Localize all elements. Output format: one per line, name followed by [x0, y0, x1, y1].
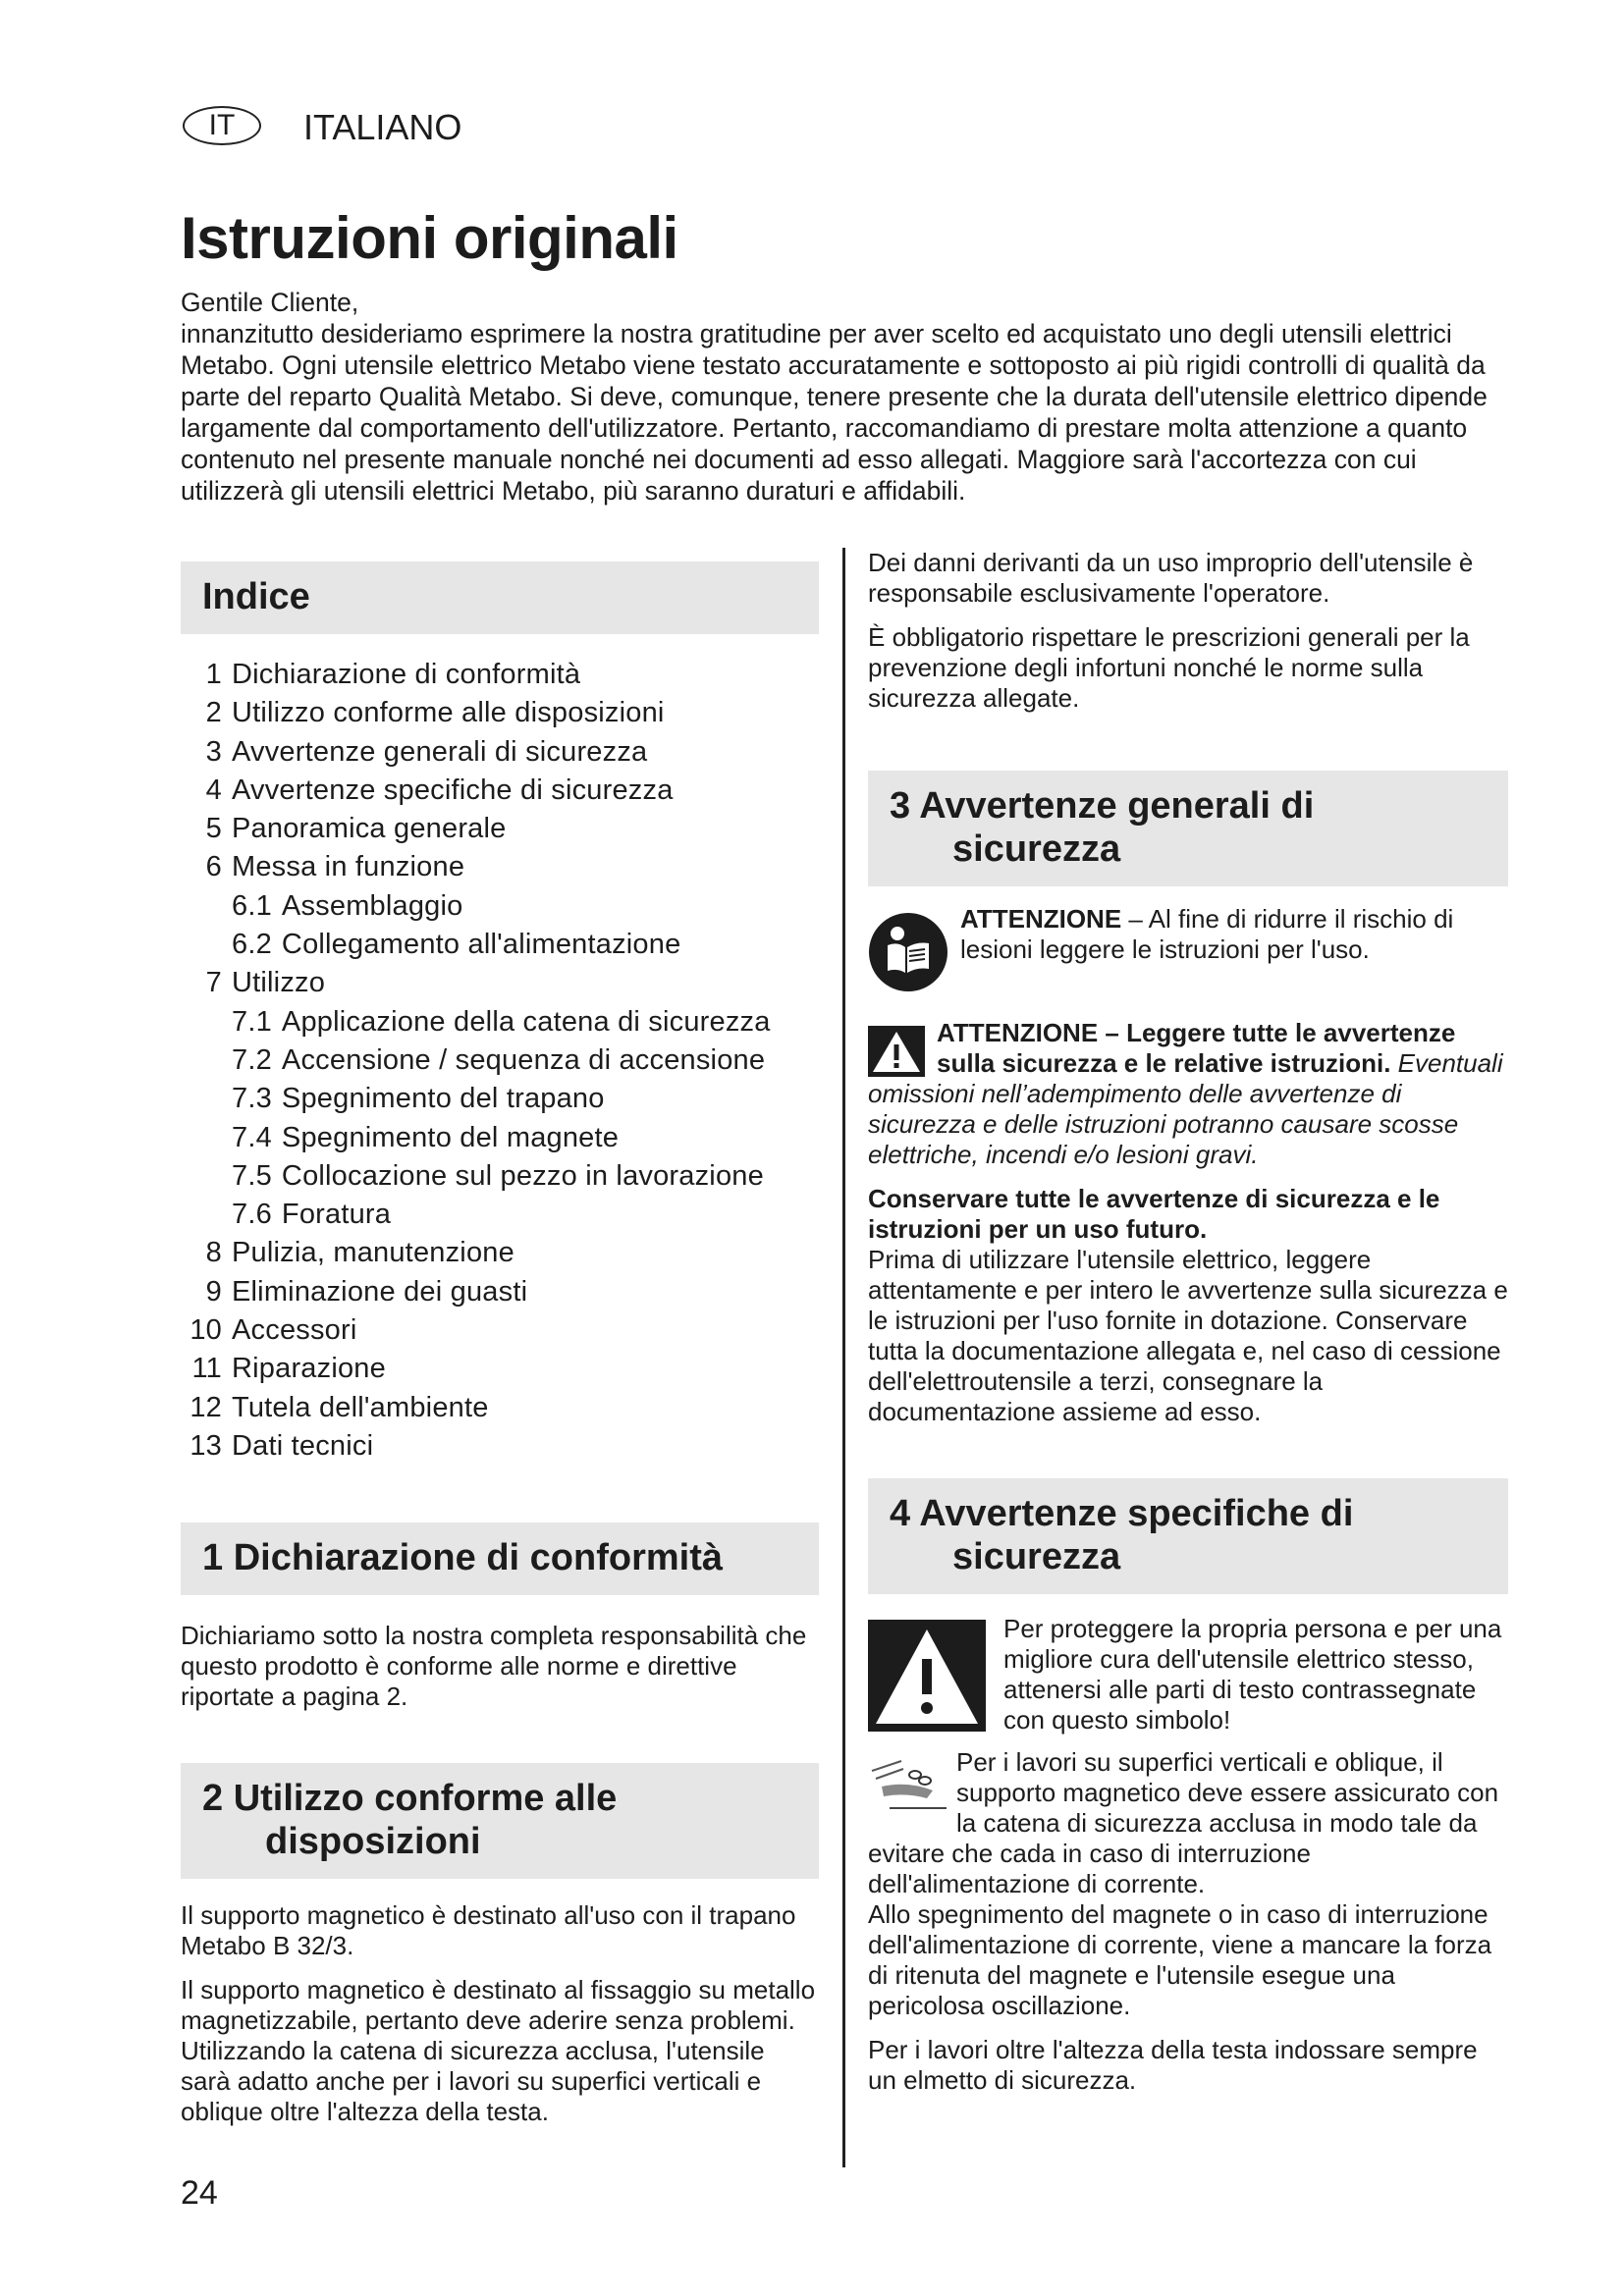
- misuse-responsibility-text: Dei danni derivanti da un uso improprio dell'utensile è responsabile esclusivamente l'operatore.: [868, 548, 1474, 608]
- index-heading: Indice: [202, 576, 310, 617]
- section-4-heading: [890, 1492, 1487, 1578]
- toc-item-label: Messa in funzione: [232, 851, 465, 883]
- toc-item: [181, 1311, 819, 1350]
- toc-item-label: Dati tecnici: [232, 1429, 374, 1462]
- toc-item: [181, 772, 819, 810]
- toc-item-label: Tutela dell'ambiente: [232, 1391, 489, 1423]
- caution-block: [868, 1018, 1508, 1170]
- toc-item-label: Spegnimento del magnete: [281, 1121, 620, 1153]
- caution-italic: Eventuali omissioni nell’adempimento delle avvertenze di sicurezza e delle istruzioni potranno causare scosse elettriche, incendi e/o lesioni gravi.: [868, 1048, 1503, 1169]
- toc-item-number: 4: [205, 774, 222, 806]
- toc-item-number: 7.1: [232, 1005, 272, 1038]
- regulations-text: È obbligatorio rispettare le prescrizioni generali per la prevenzione degli infortuni nonché le norme sulla sicurezza allegate.: [868, 622, 1470, 713]
- toc-item-number: 9: [205, 1275, 222, 1308]
- section-1-heading-box: [181, 1522, 819, 1595]
- toc-item-number: 7.5: [232, 1159, 272, 1192]
- read-manual-warning: [868, 904, 1508, 992]
- section-3-heading-box: [868, 771, 1508, 886]
- intro-text: innanzitutto desideriamo esprimere la nostra gratitudine per aver scelto ed acquistato uno degli utensili elettrici Metabo. Ogni utensile elettrico Metabo viene testato accuratamente e sottoposto ai più rigidi controlli di qualità da parte del reparto Qualità Metabo. Si deve, comunque, tenere presente che la durata dell'utensile elettrico dipende largamente dal comportamento dell'utilizzatore. Pertanto, raccomandiamo di prestare molta attenzione a quanto contenuto nel presente manuale nonché nei documenti ad esso allegati. Maggiore sarà l'accortezza con cui utilizzerà gli utensili elettrici Metabo, più saranno duraturi e affidabili.: [181, 319, 1488, 506]
- column-divider: [842, 548, 845, 2167]
- section-1-text: Dichiariamo sotto la nostra completa responsabilità che questo prodotto è conforme alle norme e direttive riportate a pagina 2.: [181, 1621, 807, 1712]
- intro-greeting: Gentile Cliente,: [181, 288, 359, 317]
- toc-item-number: 8: [205, 1237, 222, 1269]
- read-manual-icon: [868, 912, 948, 992]
- magnet-text: Allo spegnimento del magnete o in caso di interruzione dell'alimentazione di corrente, viene a mancare la forza di ritenuta del magnete e l'utensile esegue una pericolosa oscillazione.: [868, 1899, 1492, 2020]
- section-3-heading: [890, 784, 1487, 871]
- read-manual-text: – Al fine di ridurre il rischio di lesioni leggere le istruzioni per l'uso.: [960, 904, 1454, 964]
- toc-item-number: 5: [205, 813, 222, 845]
- keep-instructions-heading: Conservare tutte le avvertenze di sicurezza e le istruzioni per un uso futuro.: [868, 1184, 1440, 1244]
- keep-instructions-text: Prima di utilizzare l'utensile elettrico, leggere attentamente e per intero le avvertenze sulla sicurezza e le istruzioni per l'uso fornite in dotazione. Conservare tutta la documentazione allegata e, nel caso di cessione dell'elettroutensile a terzi, consegnare la documentazione assieme ad esso.: [868, 1245, 1508, 1426]
- toc-item-number: 3: [205, 735, 222, 768]
- toc-item: [181, 1119, 819, 1157]
- toc-item-number: 2: [205, 697, 222, 729]
- section-2-heading-box: [181, 1763, 819, 1879]
- toc-item: [181, 1196, 819, 1234]
- toc-item-label: Applicazione della catena di sicurezza: [281, 1005, 771, 1038]
- toc-item-label: Avvertenze specifiche di sicurezza: [232, 774, 674, 806]
- toc-item-number: 7.6: [232, 1199, 272, 1231]
- toc-item: [181, 848, 819, 886]
- toc-item-label: Collegamento all'alimentazione: [281, 929, 681, 961]
- toc-item-number: 13: [189, 1429, 222, 1462]
- language-code-badge: [183, 106, 261, 145]
- toc-item: [181, 694, 819, 732]
- toc-item-label: Utilizzo: [232, 967, 326, 999]
- intro-paragraph: [181, 287, 1506, 507]
- toc-item-number: 7.2: [232, 1043, 272, 1076]
- toc-item: [181, 1003, 819, 1041]
- toc-item: [181, 926, 819, 964]
- left-column: [181, 561, 819, 2127]
- toc-item-label: Avvertenze generali di sicurezza: [232, 735, 648, 768]
- section-2-paragraph-2: Il supporto magnetico è destinato al fissaggio su metallo magnetizzabile, pertanto deve aderire senza problemi. Utilizzando la catena di sicurezza acclusa, l'utensile sarà adatto anche per i lavori su superfici verticali e oblique oltre l'altezza della testa.: [181, 1975, 816, 2127]
- section-4-heading-box: [868, 1478, 1508, 1594]
- toc-item: [181, 656, 819, 694]
- toc-item-label: Panoramica generale: [232, 813, 507, 845]
- toc-item-label: Foratura: [281, 1199, 392, 1231]
- section-4-heading-line2: sicurezza: [952, 1536, 1121, 1577]
- toc-item-label: Eliminazione dei guasti: [232, 1275, 528, 1308]
- right-column: [868, 548, 1508, 2096]
- toc-item-label: Pulizia, manutenzione: [232, 1237, 514, 1269]
- toc-item: [181, 1389, 819, 1427]
- toc-item-label: Accessori: [232, 1314, 357, 1347]
- toc-item: [181, 733, 819, 772]
- toc-item-number: 7: [205, 967, 222, 999]
- toc-item: [181, 1041, 819, 1080]
- page-title: Istruzioni originali: [181, 205, 678, 271]
- toc-item: [181, 1157, 819, 1196]
- toc-item-label: Assemblaggio: [281, 889, 463, 922]
- toc-item-label: Collocazione sul pezzo in lavorazione: [281, 1159, 764, 1192]
- safety-chain-icon: [868, 1753, 950, 1814]
- toc-item: [181, 887, 819, 926]
- section-3-heading-line1: 3 Avvertenze generali di: [890, 785, 1315, 827]
- toc-item-number: 7.4: [232, 1121, 272, 1153]
- toc-item-number: 6.1: [232, 889, 272, 922]
- toc-item-label: Riparazione: [232, 1353, 386, 1385]
- toc-item-label: Accensione / sequenza di accensione: [281, 1043, 766, 1076]
- toc-item-number: 6.2: [232, 929, 272, 961]
- section-2-heading-line1: 2 Utilizzo conforme alle: [202, 1778, 618, 1820]
- toc-item-label: Spegnimento del trapano: [281, 1083, 605, 1115]
- chain-note: [868, 1747, 1508, 1899]
- helmet-text: Per i lavori oltre l'altezza della testa indossare sempre un elmetto di sicurezza.: [868, 2035, 1478, 2095]
- table-of-contents: [181, 656, 819, 1466]
- index-heading-box: [181, 561, 819, 634]
- read-manual-text-block: [960, 904, 1508, 965]
- page-number: 24: [181, 2174, 218, 2212]
- toc-item-label: Utilizzo conforme alle disposizioni: [232, 697, 665, 729]
- toc-item-number: 7.3: [232, 1083, 272, 1115]
- toc-item-number: 1: [205, 659, 222, 690]
- language-code: IT: [208, 109, 236, 141]
- section-2-heading: [202, 1777, 797, 1863]
- warning-triangle-icon: [868, 1026, 925, 1077]
- section-3-heading-line2: sicurezza: [952, 828, 1121, 870]
- toc-item: [181, 1427, 819, 1466]
- caution-lead: ATTENZIONE – Leggere tutte le avvertenze sulla sicurezza e le relative istruzioni.: [937, 1018, 1456, 1078]
- chain-text: Per i lavori su superfici verticali e oblique, il supporto magnetico deve essere assicurato con la catena di sicurezza acclusa in modo tale da evitare che cada in caso di interruzione dell'alimentazione di corrente.: [868, 1747, 1499, 1898]
- toc-item-label: Dichiarazione di conformità: [232, 659, 581, 690]
- section-1-heading: 1 Dichiarazione di conformità: [202, 1537, 723, 1579]
- toc-item: [181, 1234, 819, 1272]
- toc-item: [181, 810, 819, 848]
- toc-item-number: 10: [189, 1314, 222, 1347]
- special-symbol-text: Per proteggere la propria persona e per una migliore cura dell'utensile elettrico stesso, attenersi alle parti di testo contrassegnate con questo simbolo!: [1003, 1614, 1502, 1735]
- toc-item: [181, 1273, 819, 1311]
- toc-item: [181, 964, 819, 1002]
- toc-item-number: 11: [191, 1353, 222, 1385]
- keep-instructions-block: [868, 1184, 1508, 1427]
- toc-item: [181, 1080, 819, 1118]
- special-symbol-note: [868, 1614, 1508, 1735]
- toc-item-number: 6: [205, 851, 222, 883]
- section-4-heading-line1: 4 Avvertenze specifiche di: [890, 1493, 1354, 1534]
- warning-symbol-icon: [868, 1620, 986, 1732]
- section-2-paragraph-1: Il supporto magnetico è destinato all'uso con il trapano Metabo B 32/3.: [181, 1900, 796, 1961]
- section-2-heading-line2: disposizioni: [265, 1821, 481, 1863]
- toc-item: [181, 1350, 819, 1388]
- read-manual-label: ATTENZIONE: [960, 904, 1122, 934]
- language-name: ITALIANO: [303, 107, 462, 147]
- toc-item-number: 12: [189, 1391, 222, 1423]
